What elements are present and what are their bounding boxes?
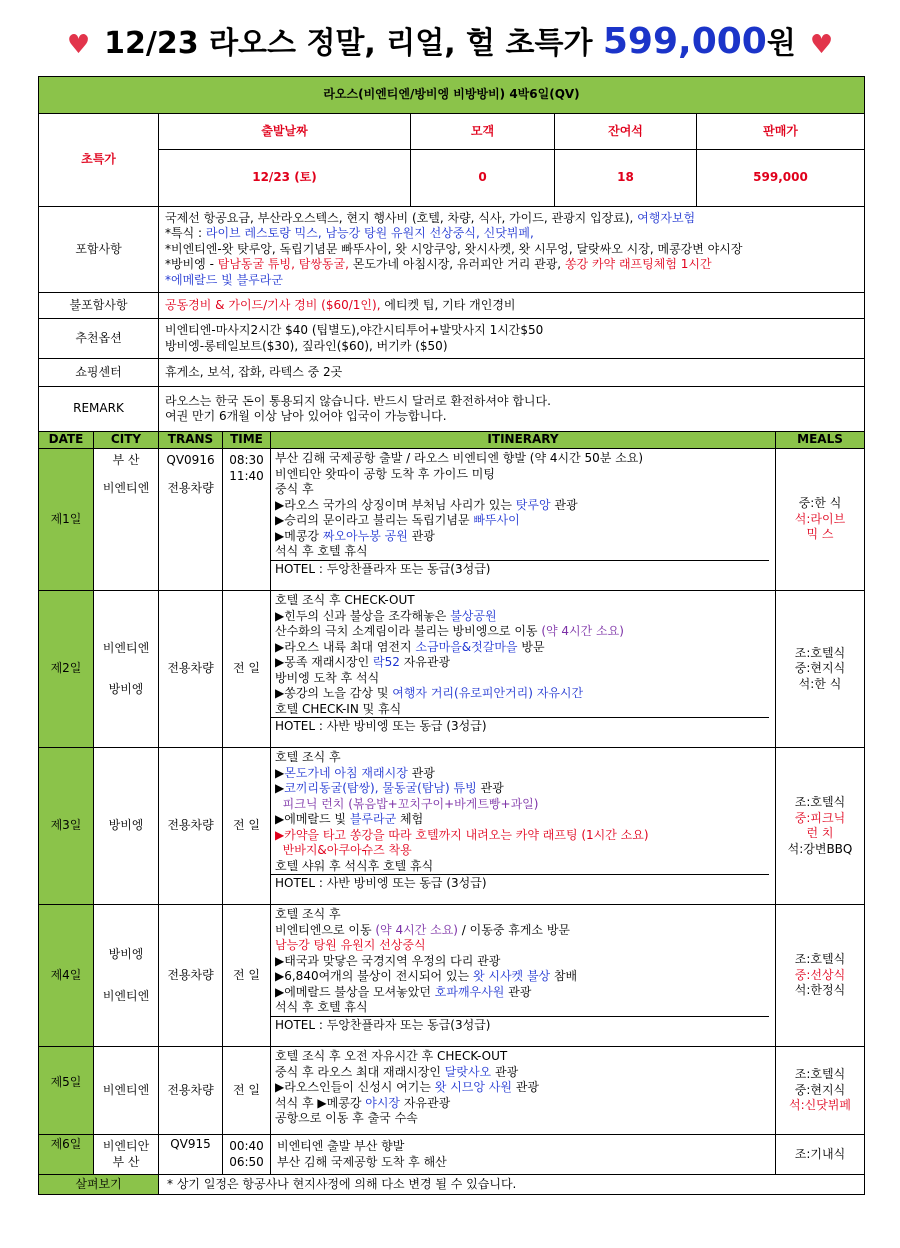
- included-line: *비엔티엔-왓 탓루앙, 독립기념문 빠뚜사이, 왓 시앙쿠앙, 왓시사켓, 왓 시무엉, 달랏싸오 시장, 메콩강변 야시장: [165, 241, 743, 256]
- participants-count: 0: [411, 150, 555, 207]
- itinerary-line: 관광: [407, 528, 435, 543]
- included-text: [159, 207, 865, 293]
- included-line: *에메랄드 빛 블루라군: [165, 272, 283, 287]
- itinerary-line: 호텔 조식 후 오전 자유시간 후 CHECK-OUT: [275, 1049, 508, 1063]
- options-text: [159, 319, 865, 359]
- itinerary-line: 방문: [517, 639, 545, 654]
- departure-header: 출발날짜: [159, 114, 411, 150]
- itinerary-line: ▶몽족 재래시장인: [275, 655, 374, 669]
- sight-name: 몬도가네 아침 재래시장: [284, 765, 408, 780]
- tour-table: [38, 76, 865, 1195]
- city-name: 방비엥: [108, 682, 144, 696]
- meal-item: 중:현지식: [794, 1082, 846, 1097]
- remark-line: 여권 만기 6개월 이상 남아 있어야 입국이 가능합니다.: [165, 409, 447, 423]
- day-trans: 전용차량: [159, 748, 223, 905]
- sight-name: 불상공원: [450, 608, 497, 623]
- day-meals: 조:기내식: [776, 1135, 865, 1175]
- day-itinerary: [271, 591, 776, 748]
- day-time: 전 일: [223, 1047, 271, 1135]
- itinerary-line: / 이동중 휴게소 방문: [457, 922, 571, 937]
- itinerary-line: 비엔티엔으로 이동: [275, 922, 376, 937]
- day-time: [223, 1135, 271, 1175]
- day-itinerary: [271, 449, 776, 591]
- sight-name: 여행자 거리(유로피안거리) 자유시간: [392, 686, 584, 700]
- meal-item: 중:피크닉: [794, 810, 846, 825]
- itinerary-line: 부산 김해 국제공항 도착 후 해산: [277, 1154, 447, 1169]
- day-row: [39, 591, 865, 748]
- itinerary-line: 호텔 조식 후: [275, 750, 341, 764]
- day-city: [94, 449, 159, 591]
- trans-column-header: TRANS: [159, 432, 223, 449]
- footer-note: * 상기 일정은 항공사나 현지사정에 의해 다소 변경 될 수 있습니다.: [159, 1175, 865, 1195]
- sight-name: 빠뚜사이: [473, 513, 520, 527]
- day-row: [39, 905, 865, 1047]
- meals-column-header: MEALS: [776, 432, 865, 449]
- included-label: 포함사항: [39, 207, 159, 293]
- day-meals: [776, 449, 865, 591]
- meal-item: 석:한 식: [798, 676, 842, 691]
- participants-header: 모객: [411, 114, 555, 150]
- itinerary-line: 호텔 조식 후: [275, 907, 341, 921]
- day-label: 제6일: [39, 1135, 94, 1175]
- option-line: 방비엥-롱테일보트($30), 짚라인($60), 버기카 ($50): [165, 338, 448, 353]
- itinerary-line: 관광: [407, 765, 435, 780]
- itinerary-line: 관광: [511, 1080, 539, 1094]
- headline-currency: 원: [766, 26, 796, 61]
- departure-date: 12/23 (토): [159, 150, 411, 207]
- day-label: 제1일: [39, 449, 94, 591]
- itinerary-line: ▶: [275, 781, 285, 795]
- itinerary-line: ▶쏭강의 노을 감상 및: [275, 686, 393, 700]
- headline-price: 599,000: [602, 21, 767, 62]
- itinerary-line: 방비엥 도착 후 석식: [275, 670, 380, 685]
- heart-icon: ♥: [809, 30, 834, 60]
- flight-time: 00:40: [229, 1139, 264, 1153]
- city-name: 방비엥: [108, 947, 144, 961]
- excluded-label: 불포함사항: [39, 293, 159, 319]
- day-itinerary: [271, 1047, 776, 1135]
- hotel-info: HOTEL : 사반 방비엥 또는 동급 (3성급): [271, 717, 769, 736]
- day-meals: [776, 1047, 865, 1135]
- itinerary-line: ▶라오스 내륙 최대 염전지: [275, 639, 416, 654]
- itinerary-line: 석식 후 호텔 휴식: [275, 1000, 368, 1014]
- travel-duration: (약 4시간 소요): [375, 922, 458, 937]
- included-line: 쏭강 카약 래프팅체험 1시간: [564, 257, 712, 272]
- day-time: 전 일: [223, 905, 271, 1047]
- special-price-label: 초특가: [39, 114, 159, 207]
- day-time: 전 일: [223, 591, 271, 748]
- sight-name: 왓 시사켓 불상: [472, 969, 551, 983]
- headline: [0, 16, 900, 68]
- hotel-info: HOTEL : 두앙찬플라자 또는 동급(3성급): [271, 560, 769, 579]
- itinerary-line: ▶에메랄드 불상을 모셔놓았던: [275, 984, 435, 999]
- price-header: 판매가: [697, 114, 865, 150]
- itinerary-line: 관광: [504, 984, 532, 999]
- itinerary-line: ▶태국과 맞닿은 국경지역 우정의 다리 관광: [275, 953, 501, 968]
- city-name: 비엔티엔: [102, 988, 150, 1003]
- excluded-fees: 공동경비 & 가이드/기사 경비 ($60/1인),: [165, 297, 381, 312]
- shopping-label: 쇼핑센터: [39, 359, 159, 387]
- day-row: [39, 449, 865, 591]
- day-trans: QV915: [159, 1135, 223, 1175]
- meal-item: 석:강변BBQ: [787, 841, 853, 856]
- day-city: [94, 905, 159, 1047]
- itinerary-line: 산수화의 극치 소계림이라 불리는 방비엥으로 이동: [275, 624, 542, 638]
- included-line: *방비엥 -: [165, 257, 218, 272]
- itinerary-line: 관광: [491, 1064, 519, 1079]
- transport-type: 전용차량: [167, 480, 214, 495]
- itinerary-line: 중식 후: [275, 482, 314, 496]
- sight-name: 코끼리동굴(탐쌍), 물동굴(탐남) 튜빙: [284, 781, 477, 795]
- itinerary-line: 석식 후 ▶메콩강: [275, 1095, 366, 1110]
- sight-name: 왓 시므앙 사원: [434, 1080, 512, 1094]
- option-line: 비엔티엔-마사지2시간 $40 (팁별도),야간시티투어+발맛사지 1시간$50: [165, 323, 544, 337]
- day-time: [223, 449, 271, 591]
- footer-label: 살펴보기: [39, 1175, 159, 1195]
- meal-item: 믹 스: [806, 527, 834, 542]
- itinerary-line: 자유관광: [400, 1095, 451, 1110]
- hotel-info: HOTEL : 두앙찬플라자 또는 동급(3성급): [271, 1016, 769, 1035]
- itinerary-line: ▶6,840여개의 불상이 전시되어 있는: [275, 969, 473, 983]
- hotel-info: HOTEL : 사반 방비엥 또는 동급 (3성급): [271, 874, 769, 893]
- meal-item: 중:현지식: [794, 661, 846, 676]
- itinerary-line: 석식 후 호텔 휴식: [275, 544, 368, 558]
- travel-duration: (약 4시간 소요): [541, 624, 624, 638]
- flight-time: 08:30: [229, 453, 264, 467]
- sight-name: 야시장: [365, 1095, 401, 1110]
- itinerary-line: 호텔 조식 후 CHECK-OUT: [275, 593, 415, 607]
- itinerary-line: 호텔 샤워 후 석식후 호텔 휴식: [275, 858, 434, 873]
- day-itinerary: [271, 748, 776, 905]
- itinerary-line: 호텔 CHECK-IN 및 휴식: [275, 701, 402, 716]
- itinerary-line: 공항으로 이동 후 출국 수속: [275, 1111, 418, 1125]
- day-trans: 전용차량: [159, 591, 223, 748]
- itinerary-line: ▶라오스인들이 신성시 여기는: [275, 1080, 435, 1094]
- flight-time: 06:50: [229, 1154, 264, 1169]
- day-itinerary: [271, 905, 776, 1047]
- day-label: 제5일: [39, 1047, 94, 1135]
- itinerary-line: ▶카약을 타고 쏭강을 따라 호텔까지 내려오는 카약 래프팅 (1시간 소요): [275, 827, 649, 842]
- day-row: [39, 1047, 865, 1135]
- day-trans: 전용차량: [159, 1047, 223, 1135]
- sight-name: 탓루앙: [515, 497, 551, 512]
- day-trans: 전용차량: [159, 905, 223, 1047]
- day-city: [94, 1135, 159, 1175]
- itinerary-line: ▶메콩강: [275, 528, 323, 543]
- itinerary-line: 남능강 탕원 유원지 선상중식: [275, 938, 426, 952]
- itinerary-line: ▶힌두의 신과 불상을 조각해놓은: [275, 608, 451, 623]
- shopping-text: 휴게소, 보석, 잡화, 라텍스 중 2곳: [159, 359, 865, 387]
- day-trans: [159, 449, 223, 591]
- meal-item: 조:호텔식: [794, 1067, 846, 1082]
- options-label: 추천옵션: [39, 319, 159, 359]
- city-name: 부 산: [112, 1154, 140, 1169]
- headline-text: 12/23 라오스 정말, 리얼, 헐 초특가: [104, 26, 593, 61]
- day-label: 제4일: [39, 905, 94, 1047]
- day-label: 제2일: [39, 591, 94, 748]
- date-column-header: DATE: [39, 432, 94, 449]
- itinerary-line: 자유관광: [399, 655, 451, 669]
- sight-name: 락52: [373, 655, 400, 669]
- day-itinerary: [271, 1135, 776, 1175]
- day-city: [94, 591, 159, 748]
- itinerary-line: 비엔티안 왓따이 공항 도착 후 가이드 미팅: [275, 466, 495, 481]
- remark-line: 라오스는 한국 돈이 통용되지 않습니다. 반드시 달러로 환전하셔야 합니다.: [165, 393, 551, 408]
- meal-item: 중:선상식: [794, 967, 846, 982]
- itinerary-line: 중식 후 라오스 최대 재래시장인: [275, 1064, 445, 1079]
- day-row: [39, 1135, 865, 1175]
- sale-price: 599,000: [697, 150, 865, 207]
- meal-item: 런 치: [806, 826, 834, 840]
- heart-icon: ♥: [66, 30, 91, 60]
- day-meals: [776, 591, 865, 748]
- product-title: 라오스(비엔티엔/방비엥 비방방비) 4박6일(QV): [39, 77, 865, 114]
- sight-name: 호파깨우사원: [434, 984, 505, 999]
- meal-item: 석:한정식: [794, 983, 846, 998]
- sight-name: 소금마을&젓갈마을: [415, 639, 518, 654]
- city-name: 비엔티엔: [102, 640, 150, 655]
- itinerary-line: ▶라오스 국가의 상징이며 부처님 사리가 있는: [275, 497, 516, 512]
- day-time: 전 일: [223, 748, 271, 905]
- itinerary-line: 참배: [550, 969, 578, 983]
- flight-time: 11:40: [229, 468, 264, 483]
- day-city: 비엔티엔: [94, 1047, 159, 1135]
- included-line: 라이브 레스토랑 믹스, 남능강 탕원 유원지 선상중식, 신닷뷔페,: [205, 226, 534, 241]
- meal-item: 중:한 식: [798, 496, 842, 511]
- remark-label: REMARK: [39, 387, 159, 432]
- itinerary-line: ▶: [275, 765, 285, 780]
- day-city: 방비엥: [94, 748, 159, 905]
- meal-item: 조:호텔식: [794, 952, 846, 967]
- city-name: 비엔티엔: [102, 480, 150, 495]
- seats-header: 잔여석: [555, 114, 697, 150]
- meal-item: 조:호텔식: [794, 795, 846, 809]
- seats-remaining: 18: [555, 150, 697, 207]
- included-line: 탐남동굴 튜빙, 탐쌍동굴,: [217, 257, 349, 272]
- sight-name: 블루라군: [349, 812, 397, 826]
- sight-name: 달랏사오: [444, 1064, 492, 1079]
- day-label: 제3일: [39, 748, 94, 905]
- itinerary-column-header: ITINERARY: [271, 432, 776, 449]
- time-column-header: TIME: [223, 432, 271, 449]
- itinerary-line: ▶승리의 문이라고 불리는 독립기념문: [275, 513, 474, 527]
- excluded-text: [159, 293, 865, 319]
- remark-text: [159, 387, 865, 432]
- included-line: 여행자보험: [637, 210, 696, 225]
- itinerary-line: 반바지&아쿠아슈즈 착용: [275, 843, 412, 857]
- city-column-header: CITY: [94, 432, 159, 449]
- city-name: 부 산: [112, 453, 140, 467]
- excluded-rest: 에티켓 팁, 기타 개인경비: [380, 297, 516, 312]
- meal-item: 석:신닷뷔페: [788, 1098, 851, 1113]
- itinerary-line: 피크닉 런치 (볶음밥+꼬치구이+바게트빵+과일): [275, 796, 539, 811]
- itinerary-line: ▶에메랄드 빛: [275, 812, 350, 826]
- included-line: 국제선 항공요금, 부산라오스텍스, 현지 행사비 (호텔, 차량, 식사, 가이드, 관광지 입장료),: [165, 210, 634, 225]
- itinerary-line: 비엔티엔 출발 부산 향발: [277, 1139, 405, 1153]
- meal-item: 조:호텔식: [794, 645, 846, 660]
- flight-number: QV0916: [166, 453, 215, 467]
- day-meals: [776, 748, 865, 905]
- itinerary-line: 관광: [550, 497, 578, 512]
- day-row: [39, 748, 865, 905]
- day-meals: [776, 905, 865, 1047]
- included-line: 몬도가네 아침시장, 유러피안 거리 관광,: [348, 257, 562, 272]
- meal-item: 석:라이브: [794, 511, 846, 526]
- itinerary-line: 관광: [476, 781, 504, 795]
- city-name: 비엔티안: [102, 1139, 150, 1153]
- itinerary-line: 부산 김해 국제공항 출발 / 라오스 비엔티엔 향발 (약 4시간 50분 소요): [275, 451, 644, 465]
- included-line: *특식 :: [165, 226, 206, 241]
- sight-name: 짜오아누봉 공원: [322, 528, 408, 543]
- itinerary-line: 체험: [396, 812, 424, 826]
